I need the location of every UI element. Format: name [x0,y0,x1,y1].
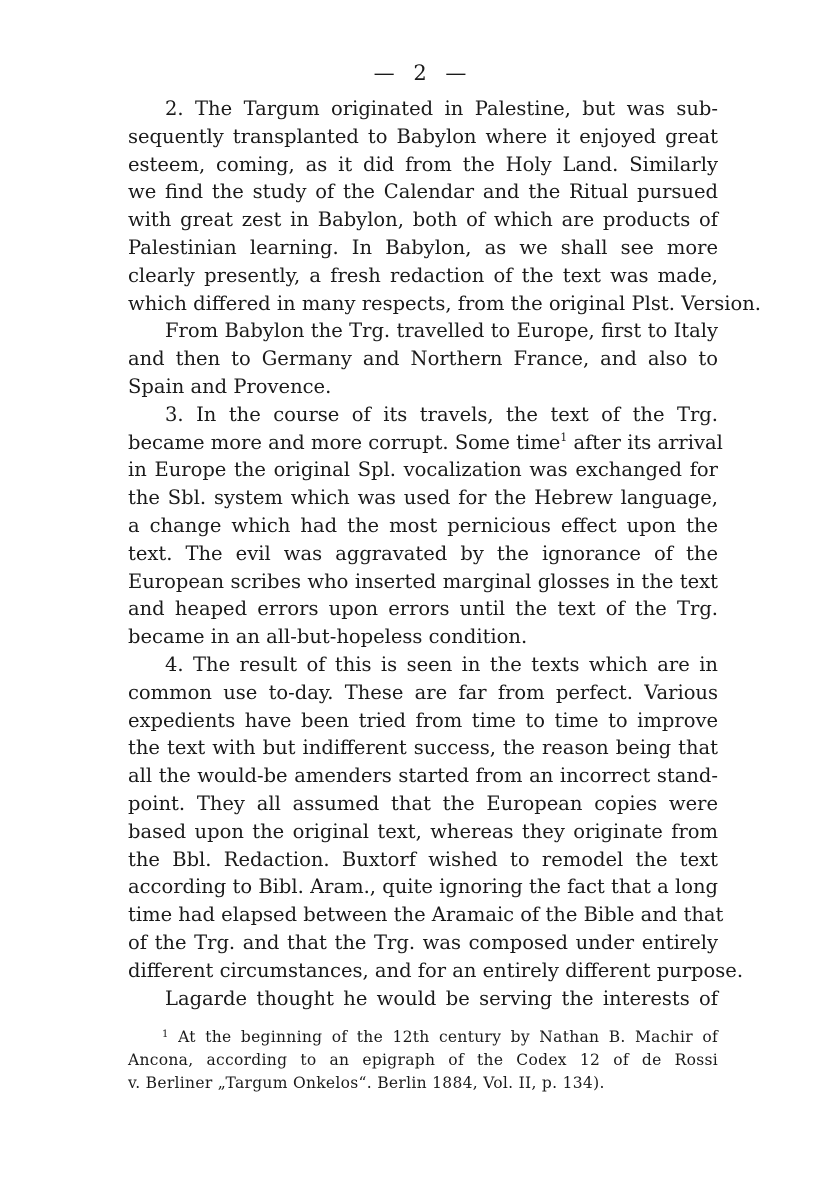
text-line: 2. The Targum originated in Palestine, but was sub- [165,97,718,120]
text-line: according to Bibl. Aram., quite ignoring the fact that a long [128,875,718,899]
paragraph-europe [128,317,718,400]
text-line: and heaped errors upon errors until the text of the Trg. [128,597,718,621]
footnote [128,1026,718,1094]
text-line: all the would-be amenders started from an incorrect stand- [128,764,718,788]
text-line: common use to-day. These are far from perfect. Various [128,680,718,704]
footnotes [128,1026,718,1094]
text-line: of the Trg. and that the Trg. was composed under entirely [128,930,718,954]
text-line: Lagarde thought he would be serving the interests of [165,986,718,1010]
text-line: 3. In the course of its travels, the text of the Trg. [165,402,718,426]
text-line: European scribes who inserted marginal glosses in the text [128,569,718,593]
text-line: in Europe the original Spl. vocalization was exchanged for [128,458,718,482]
text-line: we find the study of the Calendar and the Ritual pursued [128,180,718,204]
text-line: Palestinian learning. In Babylon, as we shall see more [128,235,718,259]
page-number: — 2 — [373,61,473,85]
footnote-text: At the beginning of the 12th century by Nathan B. Machir of [178,1028,719,1047]
text-line: became in an all-but-hopeless condition. [128,625,528,649]
text-line: and then to Germany and Northern France, and also to [128,347,718,371]
text-line: with great zest in Babylon, both of which are products of [128,208,718,232]
text-line: point. They all assumed that the European copies were [128,791,718,815]
text-line: text. The evil was aggravated by the ignorance of the [128,541,718,565]
text-line: clearly presently, a fresh redaction of the text was made, [128,263,718,287]
text-line: sequently transplanted to Babylon where it enjoyed great [128,124,718,148]
text-fragment: became more and more corrupt. Some time [128,430,561,454]
paragraph-2 [128,95,761,317]
text-line: the text with but indifferent success, the reason being that [128,736,718,760]
text-line: which differed in many respects, from the original Plst. Version. [128,291,761,315]
text-line: a change which had the most pernicious effect upon the [128,513,718,537]
text-line: the Bbl. Redaction. Buxtorf wished to remodel the text [128,847,718,871]
text-line: the Sbl. system which was used for the Hebrew language, [128,486,718,510]
text-line: esteem, coming, as it did from the Holy Land. Similarly [128,152,718,176]
footnote-line: v. Berliner „Targum Onkelos“. Berlin 1884, Vol. II, p. 134). [128,1073,605,1092]
paragraph-lagarde [128,985,718,1013]
footnote-reference: 1 [560,430,568,444]
footnote-mark: 1 [162,1029,169,1041]
text-line: From Babylon the Trg. travelled to Europe, first to Italy [165,319,718,343]
paragraph-4 [128,651,744,985]
footnote-line: Ancona, according to an epigraph of the Codex 12 of de Rossi [128,1051,718,1070]
document-page [128,58,761,1095]
footnote-line [128,1026,718,1049]
text-line: different circumstances, and for an entirely different purpose. [128,958,744,982]
text-line: 4. The result of this is seen in the texts which are in [165,652,718,676]
text-line-with-footnote-ref [128,429,723,457]
text-line: Spain and Provence. [128,374,332,398]
text-line: based upon the original text, whereas they originate from [128,819,718,843]
text-line: expedients have been tried from time to time to improve [128,708,718,732]
text-line: time had elapsed between the Aramaic of the Bible and that [128,903,724,927]
text-fragment: after its arrival [567,430,723,454]
paragraph-3 [128,401,723,651]
